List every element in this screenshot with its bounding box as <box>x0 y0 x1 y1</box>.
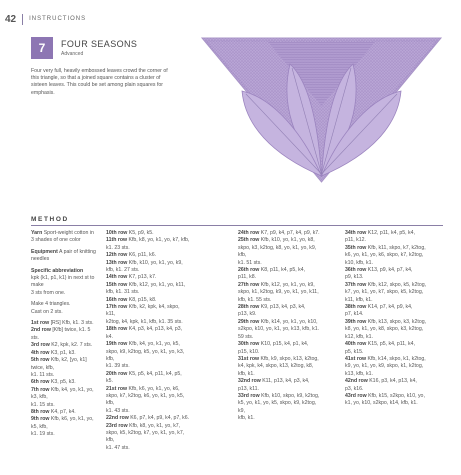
abbreviation-text: kpk (k1, p1, k1) in next st to make <box>31 275 95 289</box>
row-number: 11th row <box>106 237 129 244</box>
instruction-row <box>345 230 427 245</box>
row-text: Kfb, k12, yo, k1, yo, k11, <box>128 281 186 288</box>
instruction-row <box>345 378 427 393</box>
intro-line: for emphasis. <box>31 82 163 96</box>
row-text: kfb, k1. 31 sts. <box>106 289 140 296</box>
row-number: 19th row <box>106 341 129 348</box>
row-text: k1, yo, k10, s2kpo, k14, kfb, k1. <box>345 400 418 407</box>
instruction-row <box>106 252 190 259</box>
instruction-row <box>345 245 427 267</box>
row-text: K12, p11, k4, p5, k4, <box>367 230 415 236</box>
row-number: 43rd row <box>345 392 369 399</box>
row-text: Kfb, k10, yo, k1, yo, k8, <box>260 237 315 244</box>
row-text: kfb, k1. 55 sts. <box>238 296 272 303</box>
section-label: INSTRUCTIONS <box>29 16 87 22</box>
page-header <box>5 12 86 26</box>
instruction-row <box>345 356 427 378</box>
intro-line: Four very full, heavily embossed leaves crowd the corner <box>31 68 162 74</box>
row-number: 21st row <box>106 385 129 392</box>
instruction-row <box>106 304 190 326</box>
instruction-row <box>106 260 190 275</box>
setup-text: Cast on 2 sts. <box>31 308 63 315</box>
row-text: Kfb, k10, skpo, k9, k2tog, <box>261 392 320 399</box>
row-number: 8th row <box>31 408 51 415</box>
row-text: K4, p7, k4. <box>50 408 76 415</box>
instruction-row <box>238 341 320 356</box>
row-text: K5, p9, k5. <box>128 230 154 236</box>
instruction-row <box>106 371 190 386</box>
method-heading: METHOD <box>31 216 69 223</box>
instruction-row <box>31 416 99 438</box>
row-text: K7, p9, k4, p7, k4, p9, k7. <box>260 230 320 236</box>
row-text: K8, p15, k8. <box>128 296 157 303</box>
row-text: k1. 51 sts. <box>238 259 262 266</box>
instruction-row <box>238 393 320 423</box>
row-number: 17th row <box>106 304 129 311</box>
instructions-column-3 <box>238 230 320 423</box>
row-text: k9, yo, k1, yo, k9, skpo, k1, k2tog, <box>345 363 424 370</box>
instruction-row <box>106 237 190 252</box>
row-text: k4, kpk, k4, skpo, k13, k2tog, k8, <box>238 363 314 370</box>
row-list <box>106 230 190 452</box>
pattern-title: FOUR SEASONS <box>61 39 138 49</box>
row-number: 13th row <box>106 259 129 266</box>
row-text: s2kpo, k10, yo, k1, yo, k13, kfb, k1. <box>238 326 320 333</box>
row-text: K10, p15, k4, p1, k4, <box>260 341 309 348</box>
row-list <box>238 230 320 423</box>
row-text: K14, p7, k4, p9, k4, <box>367 304 413 311</box>
equipment-text: needles <box>31 256 50 263</box>
instruction-row <box>31 387 99 409</box>
equipment-text: A pair of knitting <box>58 248 96 255</box>
row-text: p11, k8. <box>238 274 257 281</box>
row-text: Kfb, k13, skpo, k3, k2tog, <box>367 318 427 325</box>
difficulty-level: Advanced <box>61 51 84 57</box>
row-number: 24th row <box>238 230 261 236</box>
instruction-row <box>345 304 427 319</box>
instructions-column-2 <box>106 230 190 452</box>
row-text: K11, p13, k4, p3, k4, <box>262 378 310 385</box>
row-text: k2tog, k4, kpk, k1, kfb, k1. 35 sts. <box>106 318 183 325</box>
row-text: k8, yo, k1, yo, k8, skpo, k3, k2tog, <box>345 326 424 333</box>
instruction-row <box>238 319 320 341</box>
instruction-row <box>238 237 320 267</box>
instructions-column-1 <box>31 230 99 439</box>
instruction-row <box>345 341 427 356</box>
row-text: K5, p5, k4, p11, k4, p5, k5. <box>106 370 182 385</box>
pattern-title-block <box>31 37 137 59</box>
instruction-row <box>31 409 99 416</box>
instruction-row <box>238 304 320 319</box>
instruction-row <box>106 282 190 297</box>
instruction-row <box>106 297 190 304</box>
method-divider <box>31 225 443 226</box>
page-number: 42 <box>5 13 17 25</box>
row-number: 28th row <box>238 304 261 311</box>
instruction-row <box>106 386 190 416</box>
row-text: k1. 15 sts. <box>31 401 55 408</box>
pattern-number: 7 <box>31 37 53 59</box>
row-number: 36th row <box>345 267 368 274</box>
instruction-row <box>106 274 190 281</box>
row-number: 22nd row <box>106 415 131 422</box>
row-text: K13, p9, k4, p7, k4, <box>367 267 413 274</box>
row-text: 59 sts. <box>238 333 254 340</box>
row-number: 40th row <box>345 341 368 348</box>
row-text: p13, k9. <box>238 311 257 318</box>
row-number: 5th row <box>31 357 51 364</box>
row-text: p15, k10. <box>238 348 260 355</box>
row-number: 15th row <box>106 281 129 288</box>
row-text: Kfb, k10, yo, k1, yo, k9, <box>128 259 183 266</box>
row-number: 31st row <box>238 355 261 362</box>
instruction-row <box>31 320 99 327</box>
instruction-row <box>345 267 427 282</box>
yarn-label: Yarn <box>31 230 43 236</box>
row-number: 33rd row <box>238 392 262 399</box>
row-text: K3, p5, k3. <box>50 379 76 386</box>
instruction-row <box>31 379 99 386</box>
instructions-column-4 <box>345 230 427 408</box>
row-text: K2, kpk, k2. 7 sts. <box>51 342 93 349</box>
row-number: 20th row <box>106 370 129 377</box>
instruction-row <box>345 393 427 408</box>
instruction-row <box>106 415 190 422</box>
row-text: k1. 43 sts. <box>106 407 130 414</box>
row-text: k5, yo, k1, yo, k5, skpo, k9, k2tog, k9, <box>238 400 317 414</box>
row-number: 2nd row <box>31 327 53 334</box>
row-text: skpo, k5, k2tog, k7, yo, k1, yo, k7, kfb, <box>106 429 185 444</box>
row-number: 10th row <box>106 230 129 236</box>
row-text: Kfb, k2, [yo, k1] twice, kfb, <box>31 357 87 371</box>
row-number: 41st row <box>345 355 368 362</box>
instruction-row <box>238 230 320 237</box>
row-text: K9, p13, k4, p3, k4, <box>260 304 306 311</box>
yarn-text: 3 shades of one color <box>31 237 81 244</box>
row-text: p7, k14. <box>345 311 364 318</box>
row-text: Kfb, k9, skpo, k13, k2tog, <box>260 355 319 362</box>
instruction-row <box>345 319 427 341</box>
instruction-row <box>106 341 190 371</box>
row-number: 26th row <box>238 267 261 274</box>
row-text: p13, k11. <box>238 385 259 392</box>
row-number: 30th row <box>238 341 261 348</box>
row-text: k1. 47 sts. <box>106 444 130 451</box>
abbreviation-text: 3 sts from one. <box>31 289 66 296</box>
row-text: K4, p3, k4, p13, k4, p3, k4. <box>106 326 183 340</box>
row-number: 23rd row <box>106 422 130 429</box>
row-text: skpo, k3, k2tog, k8, yo, k1, yo, k9, kfb, <box>238 244 317 259</box>
yarn-text: Sport-weight cotton in <box>43 230 94 236</box>
equipment-label: Equipment <box>31 248 58 255</box>
instruction-row <box>31 327 99 342</box>
row-text: p3, k16. <box>345 385 364 392</box>
intro-line: of this triangle, so that a joined square contains a cluster <box>31 68 168 82</box>
header-divider <box>22 14 23 25</box>
row-number: 7th row <box>31 386 51 393</box>
row-number: 34th row <box>345 230 368 236</box>
setup-text: Make 4 triangles. <box>31 301 71 308</box>
instruction-row <box>238 282 320 304</box>
intro-text <box>31 68 176 97</box>
row-text: p9, k13. <box>345 274 364 281</box>
intro-line: of sixteen leaves. This could be set among plain squares <box>31 75 161 89</box>
row-text: p5, k15. <box>345 348 364 355</box>
row-text: p11, k12. <box>345 237 366 244</box>
row-text: skpo, k1, k2tog, k9, yo, k1, yo, k11, <box>238 289 319 296</box>
row-text: k1. 23 sts. <box>106 244 130 251</box>
row-number: 35th row <box>345 244 368 251</box>
row-number: 25th row <box>238 237 261 244</box>
row-text: Kfb, k8, yo, k1, yo, k7, kfb, <box>128 237 190 244</box>
row-number: 42nd row <box>345 378 370 385</box>
row-text: K7, p13, k7. <box>128 274 157 281</box>
row-text: Kfb, k12, skpo, k5, k2tog, <box>367 281 427 288</box>
row-text: k11, kfb, k1. <box>345 296 373 303</box>
row-text: Kfb, k12, yo, k1, yo, k9, <box>260 281 315 288</box>
row-text: kfb, k1. <box>238 415 255 422</box>
row-text: Kfb, k14, yo, k1, yo, k10, <box>260 318 318 325</box>
row-text: kfb, k1. <box>238 370 255 377</box>
row-text: K8, p11, k4, p5, k4, <box>260 267 306 274</box>
instruction-row <box>238 356 320 378</box>
instruction-row <box>345 282 427 304</box>
abbreviation-label: Specific abbreviation <box>31 267 84 274</box>
row-number: 4th row <box>31 349 51 356</box>
row-text: Kfb, k15, s2kpo, k10, yo, <box>368 392 425 399</box>
row-text: Kfb, k4, yo, k1, yo, k3, kfb, <box>31 386 94 401</box>
row-number: 9th row <box>31 416 51 423</box>
row-text: Kfb, k4, yo, k1, yo, k5, <box>128 341 180 348</box>
row-number: 29th row <box>238 318 261 325</box>
instruction-row <box>238 267 320 282</box>
instruction-row <box>31 350 99 357</box>
row-number: 37th row <box>345 281 368 288</box>
row-text: Kfb, k2, kpk, k4, skpo, k11, <box>106 304 180 318</box>
row-text: k6, yo, k1, yo, k6, skpo, k7, k2tog, <box>345 252 424 259</box>
row-text: K3, p1, k3. <box>50 349 76 356</box>
row-text: K15, p5, k4, p11, k4, <box>367 341 415 348</box>
row-text: Kfb, k14, skpo, k1, k2tog, <box>367 355 426 362</box>
row-number: 18th row <box>106 326 129 333</box>
row-number: 39th row <box>345 318 368 325</box>
row-number: 12th row <box>106 252 129 259</box>
row-text: k12, kfb, k1. <box>345 333 373 340</box>
row-text: [RS] Kfb, k1. 3 sts. <box>50 320 94 327</box>
row-text: k10, kfb, k1. <box>345 259 373 266</box>
row-number: 27th row <box>238 281 261 288</box>
row-text: Kfb, k11, skpo, k7, k2tog, <box>367 244 426 251</box>
row-text: K6, p11, k6. <box>128 252 157 259</box>
instruction-row <box>106 326 190 341</box>
row-number: 3rd row <box>31 342 52 349</box>
row-number: 14th row <box>106 274 129 281</box>
row-number: 38th row <box>345 304 368 311</box>
row-text: k1. 11 sts. <box>31 371 55 378</box>
row-number: 16th row <box>106 296 129 303</box>
row-text: [Kfb] twice, k1. 5 sts. <box>31 327 91 341</box>
row-text: skpo, k7, k2tog, k6, yo, k1, yo, k5, kfb, <box>106 392 185 407</box>
row-list <box>31 320 99 439</box>
instruction-row <box>106 230 190 237</box>
row-number: 6th row <box>31 379 51 386</box>
row-text: k13, kfb, k1. <box>345 370 373 377</box>
instruction-row <box>31 357 99 379</box>
row-text: K6, p7, k4, p9, k4, p7, k6. <box>130 415 190 422</box>
knitted-triangle-photo <box>200 36 443 184</box>
row-text: Kfb, k8, yo, k1, yo, k7, <box>129 422 181 429</box>
row-text: kfb, k1. 27 sts. <box>106 267 140 274</box>
row-text: k7, yo, k1, yo, k7, skpo, k5, k2tog, <box>345 289 424 296</box>
row-number: 32nd row <box>238 378 263 385</box>
row-text: k1. 19 sts. <box>31 431 55 438</box>
row-list <box>345 230 427 408</box>
row-text: K16, p3, k4, p13, k4, <box>369 378 417 385</box>
row-text: k1. 39 sts. <box>106 363 130 370</box>
row-number: 1st row <box>31 320 51 327</box>
instruction-row <box>238 378 320 393</box>
instruction-row <box>106 423 190 453</box>
row-text: skpo, k9, k2tog, k5, yo, k1, yo, k3, kfb, <box>106 348 185 362</box>
row-text: Kfb, k6, yo, k1, yo, k6, <box>128 385 180 392</box>
instruction-row <box>31 342 99 349</box>
row-text: Kfb, k6, yo, k1, yo, k5, kfb, <box>31 416 94 430</box>
